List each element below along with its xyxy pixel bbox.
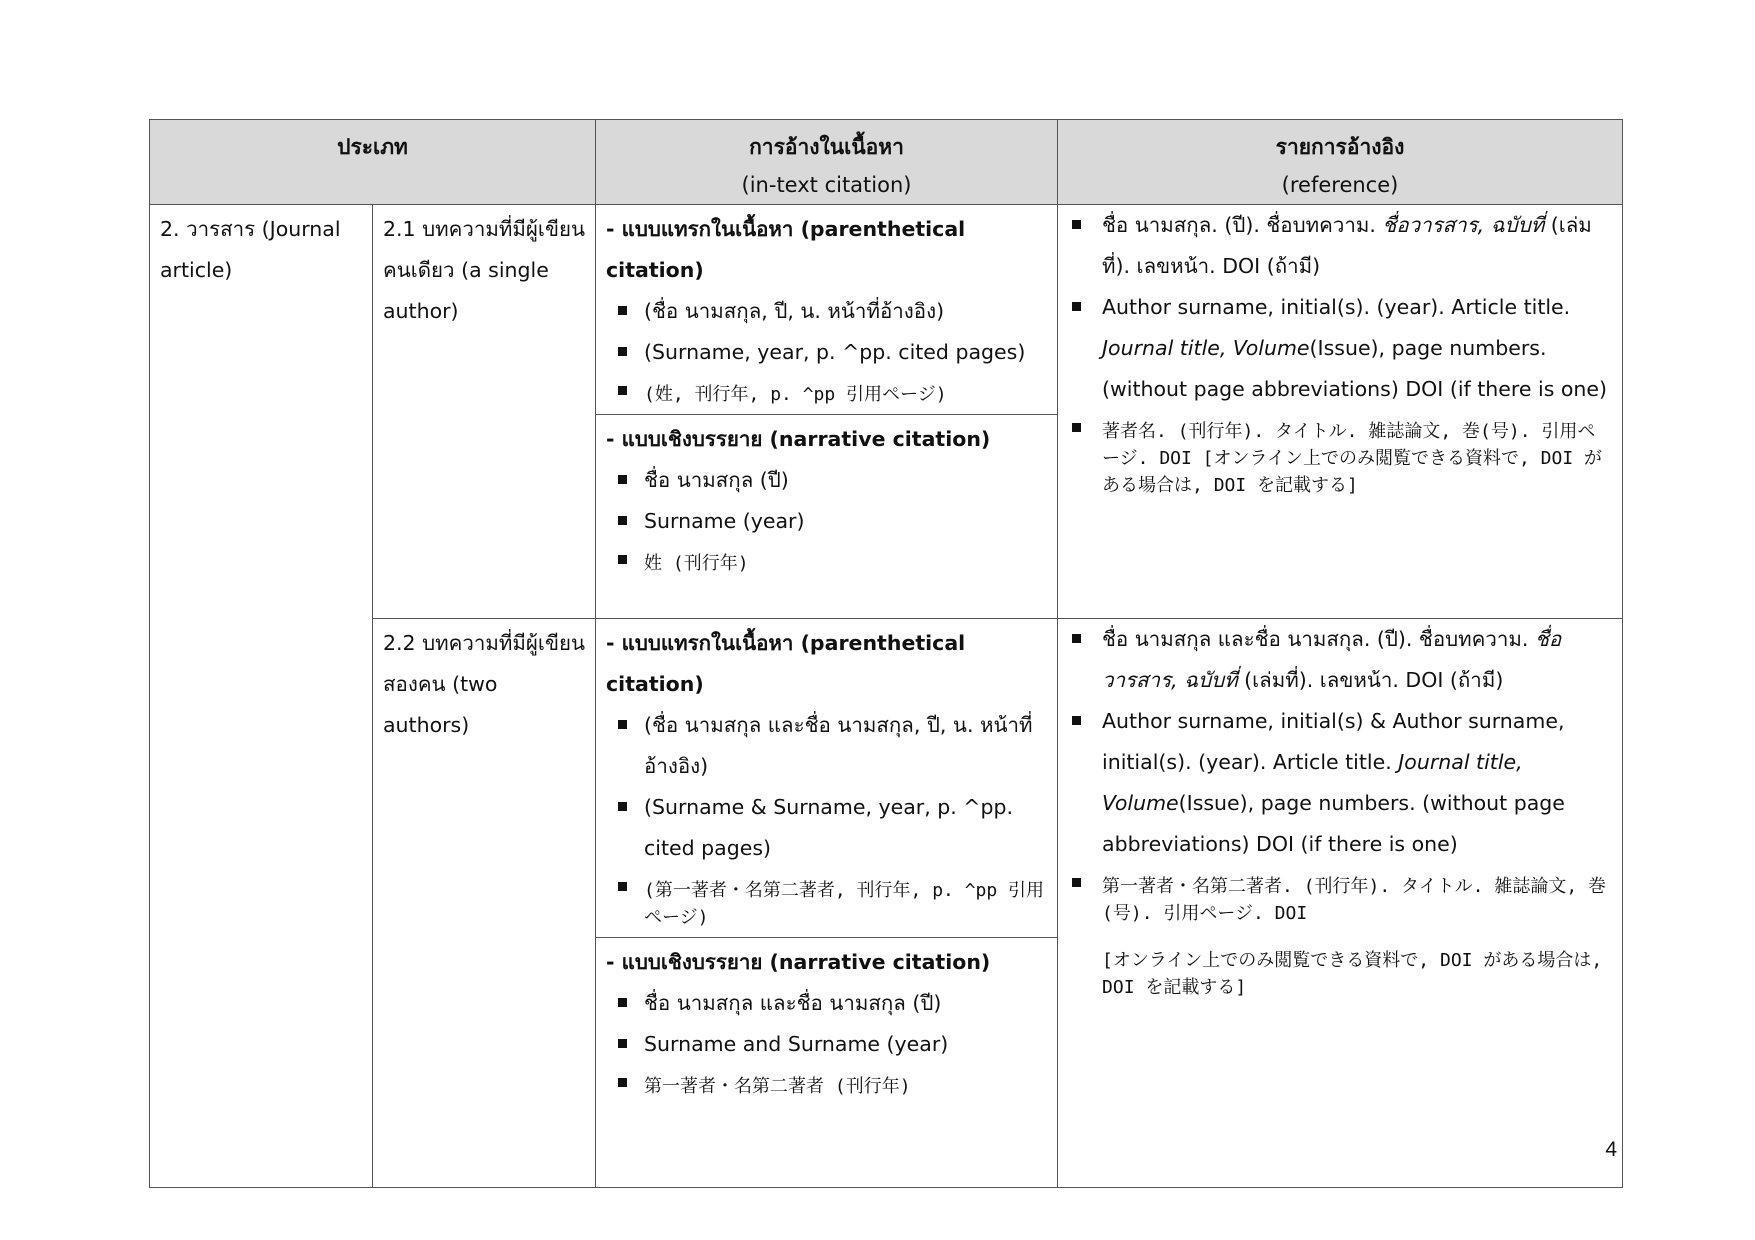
page-number: 4 xyxy=(1605,1138,1617,1161)
header-type-label: ประเภท xyxy=(337,135,408,159)
list-item: (Surname & Surname, year, p. ^pp. cited pages) xyxy=(644,787,1047,869)
list-item: Author surname, initial(s) & Author surname, initial(s). (year). Article title. Journal title, Volume(Issue), page numbers. (without page abbreviations) DOI (if there is one) xyxy=(1102,701,1612,865)
header-reference-en: (reference) xyxy=(1281,173,1399,197)
list-item: ชื่อ นามสกุล และชื่อ นามสกุล (ปี) xyxy=(644,983,1047,1024)
reference-list xyxy=(1058,619,1622,933)
header-reference-thai: รายการอ้างอิง xyxy=(1275,135,1405,159)
header-reference xyxy=(1058,120,1623,205)
list-item: Surname and Surname (year) xyxy=(644,1024,1047,1065)
citation-table xyxy=(149,119,1623,1188)
reference-cell-single xyxy=(1058,205,1623,619)
subtype-label: 2.1 บทความที่มีผู้เขียนคนเดียว (a single author) xyxy=(383,217,585,323)
list-item: ชื่อ นามสกุล และชื่อ นามสกุล. (ปี). ชื่อบทความ. ชื่อวารสาร, ฉบับที่ (เล่มที่). เลขหน้า. DOI (ถ้ามี) xyxy=(1102,619,1612,701)
narrative-list xyxy=(606,460,1047,583)
header-type xyxy=(150,120,596,205)
list-item: Author surname, initial(s). (year). Article title. Journal title, Volume(Issue), page numbers. (without page abbreviations) DOI (if there is one) xyxy=(1102,287,1612,410)
list-item: 姓 (刊行年) xyxy=(644,542,1047,583)
narrative-cell-single xyxy=(596,415,1058,619)
header-in-text xyxy=(596,120,1058,205)
subtype-cell-two xyxy=(373,619,596,1188)
reference-note: [オンライン上でのみ閲覧できる資料で, DOI がある場合は, DOI を記載する] xyxy=(1102,950,1603,998)
reference-list xyxy=(1058,205,1622,505)
subtype-label: 2.2 บทความที่มีผู้เขียนสองคน (two authors) xyxy=(383,631,585,737)
parenthetical-list xyxy=(606,705,1047,937)
list-item: ชื่อ นามสกุล. (ปี). ชื่อบทความ. ชื่อวารสาร, ฉบับที่ (เล่มที่). เลขหน้า. DOI (ถ้ามี) xyxy=(1102,205,1612,287)
header-in-text-en: (in-text citation) xyxy=(741,173,912,197)
parenthetical-cell-two xyxy=(596,619,1058,938)
parenthetical-cell-single xyxy=(596,205,1058,415)
list-item: 著者名. (刊行年). タイトル. 雑誌論文, 巻(号). 引用ページ. DOI [オンライン上でのみ閲覧できる資料で, DOI がある場合は, DOI を記載する] xyxy=(1102,410,1612,505)
narrative-cell-two xyxy=(596,938,1058,1188)
list-item: (ชื่อ นามสกุล, ปี, น. หน้าที่อ้างอิง) xyxy=(644,291,1047,332)
list-item: Surname (year) xyxy=(644,501,1047,542)
list-item: (ชื่อ นามสกุล และชื่อ นามสกุล, ปี, น. หน้าที่อ้างอิง) xyxy=(644,705,1047,787)
parenthetical-list xyxy=(606,291,1047,414)
list-item: (姓, 刊行年, p. ^pp 引用ページ) xyxy=(644,373,1047,414)
category-label: 2. วารสาร (Journal article) xyxy=(160,217,341,282)
subtype-cell-single xyxy=(373,205,596,619)
list-item: 第一著者・名第二著者. (刊行年). タイトル. 雑誌論文, 巻(号). 引用ページ. DOI xyxy=(1102,865,1612,933)
parenthetical-heading: - แบบแทรกในเนื้อหา (parenthetical citation) xyxy=(606,631,966,696)
row-single-parenthetical xyxy=(150,205,1623,415)
list-item: 第一著者・名第二著者 (刊行年) xyxy=(644,1065,1047,1106)
narrative-heading: - แบบเชิงบรรยาย (narrative citation) xyxy=(606,950,991,974)
category-cell xyxy=(150,205,373,1188)
list-item: (第一著者・名第二著者, 刊行年, p. ^pp 引用ページ) xyxy=(644,869,1047,937)
list-item: ชื่อ นามสกุล (ปี) xyxy=(644,460,1047,501)
narrative-heading: - แบบเชิงบรรยาย (narrative citation) xyxy=(606,427,991,451)
parenthetical-heading: - แบบแทรกในเนื้อหา (parenthetical citation) xyxy=(606,217,966,282)
list-item: (Surname, year, p. ^pp. cited pages) xyxy=(644,332,1047,373)
header-in-text-thai: การอ้างในเนื้อหา xyxy=(749,135,904,159)
reference-cell-two xyxy=(1058,619,1623,1188)
narrative-list xyxy=(606,983,1047,1106)
header-row xyxy=(150,120,1623,205)
